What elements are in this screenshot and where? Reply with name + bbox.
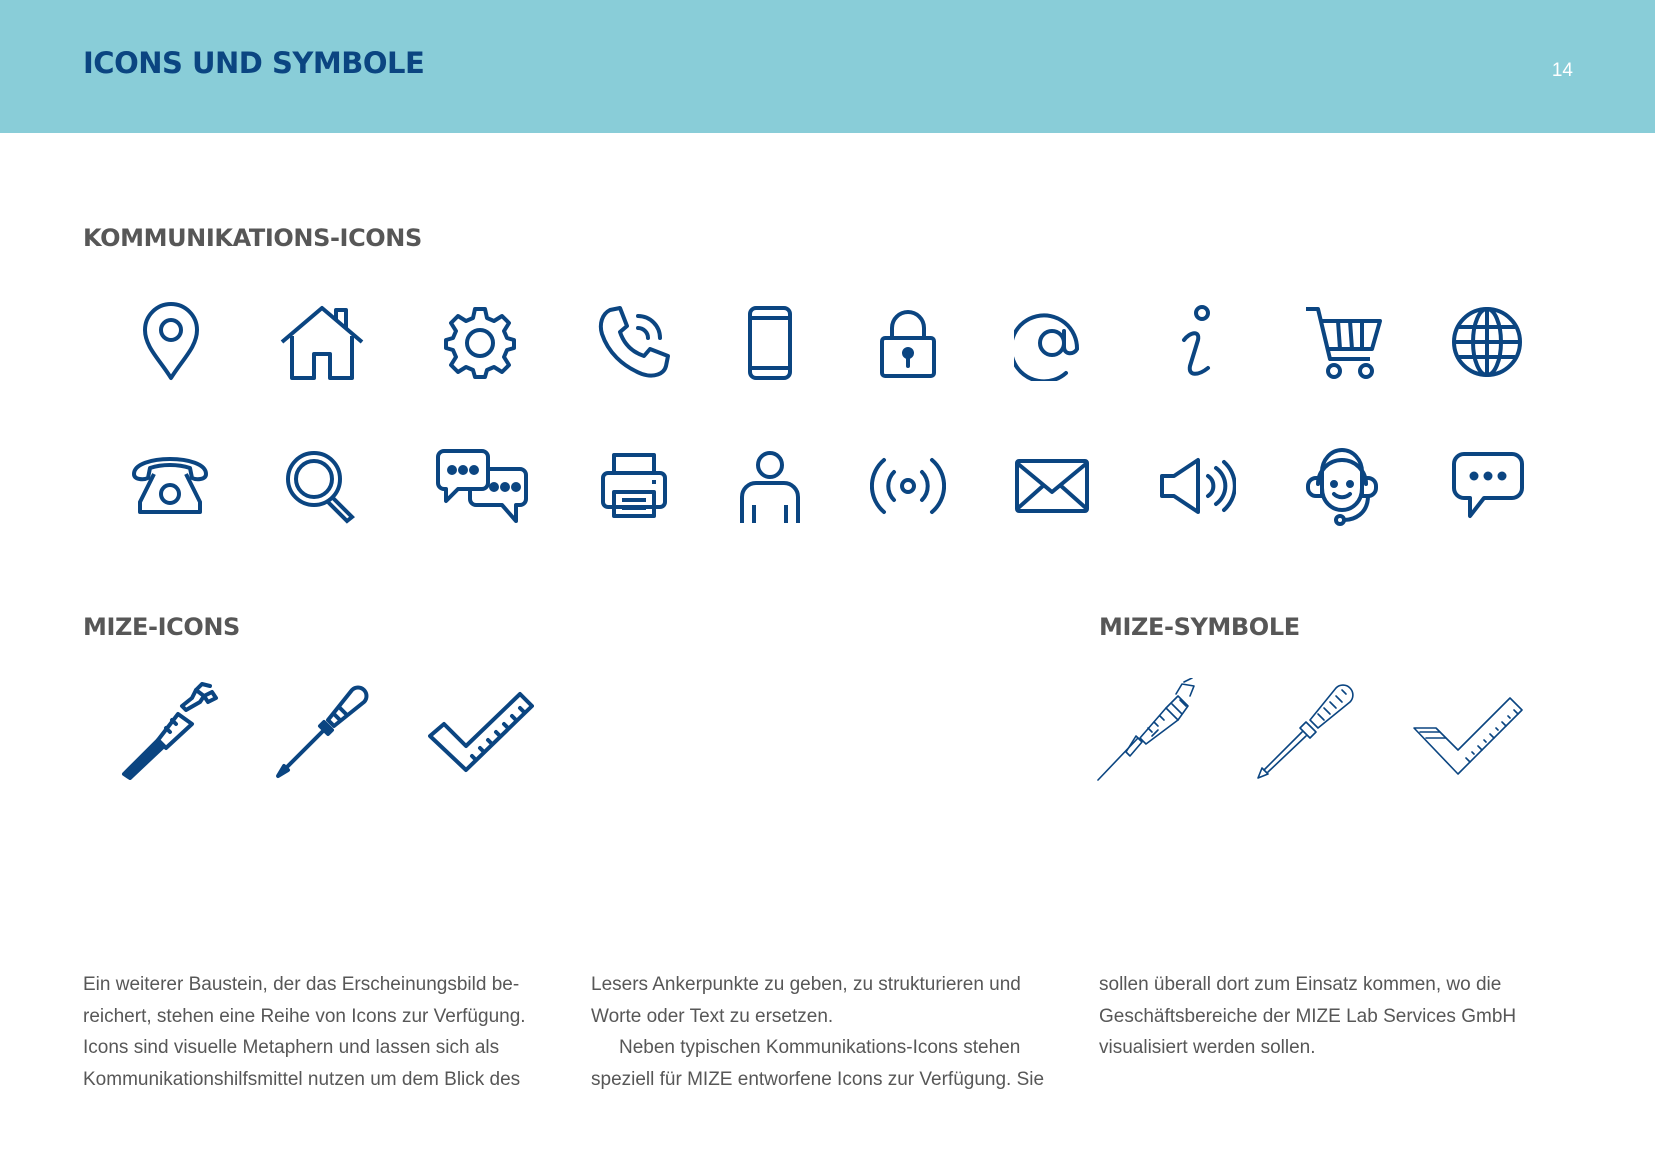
broadcast-icon — [870, 456, 946, 516]
globe-icon — [1450, 305, 1524, 379]
screwdriver-symbol-icon — [1254, 680, 1356, 782]
text-line: Neben typischen Kommunikations-Icons stehen — [619, 1037, 1021, 1058]
pipette-icon — [120, 680, 220, 780]
set-square-ruler-symbol-icon — [1412, 688, 1524, 778]
mize-symbols-heading: MIZE-SYMBOLE — [1099, 613, 1300, 641]
text-line: Icons sind visuelle Metaphern und lassen sich als — [83, 1037, 500, 1058]
phone-call-icon — [596, 304, 672, 380]
set-square-ruler-icon — [428, 688, 534, 774]
speaker-icon — [1158, 456, 1236, 516]
search-icon — [284, 449, 360, 525]
text-line: Kommunikationshilfsmittel nutzen um dem Blick des — [83, 1068, 521, 1090]
header-band — [0, 0, 1655, 133]
screwdriver-icon — [274, 682, 372, 780]
body-text-column-2 — [591, 969, 1061, 1095]
speech-bubble-icon — [1452, 452, 1524, 520]
chat-bubbles-icon — [436, 449, 528, 525]
at-sign-icon — [1014, 305, 1090, 381]
pipette-symbol-icon — [1096, 678, 1200, 782]
printer-icon — [600, 452, 668, 520]
text-line: reichert, stehen eine Reihe von Icons zur Verfügung. — [83, 1005, 526, 1027]
body-text-column-3 — [1099, 969, 1569, 1064]
telephone-icon — [130, 452, 210, 516]
text-line: sollen überall dort zum Einsatz kommen, wo die — [1099, 974, 1502, 995]
text-line: Geschäftsbereiche der MIZE Lab Services GmbH — [1099, 1005, 1517, 1027]
page-title: ICONS UND SYMBOLE — [83, 46, 425, 80]
text-line: visualisiert werden sollen. — [1099, 1037, 1316, 1058]
shopping-cart-icon — [1304, 305, 1384, 381]
gear-icon — [442, 305, 518, 381]
location-pin-icon — [134, 302, 208, 382]
text-line: Worte oder Text zu ersetzen. — [591, 1005, 834, 1027]
communication-icons-heading: KOMMUNIKATIONS-ICONS — [83, 224, 422, 252]
text-line: Ein weiterer Baustein, der das Erscheinungsbild be- — [83, 974, 520, 995]
headset-support-icon — [1304, 448, 1380, 528]
body-text-column-1 — [83, 969, 553, 1095]
text-line: speziell für MIZE entworfene Icons zur Verfügung. Sie — [591, 1068, 1045, 1090]
text-line: Lesers Ankerpunkte zu geben, zu strukturieren und — [591, 974, 1021, 995]
smartphone-icon — [746, 304, 794, 382]
info-icon — [1178, 304, 1218, 382]
lock-icon — [878, 306, 938, 380]
mize-icons-heading: MIZE-ICONS — [83, 613, 240, 641]
home-icon — [278, 304, 366, 382]
page-number: 14 — [1551, 60, 1573, 81]
mail-icon — [1014, 458, 1090, 514]
user-icon — [738, 449, 802, 525]
